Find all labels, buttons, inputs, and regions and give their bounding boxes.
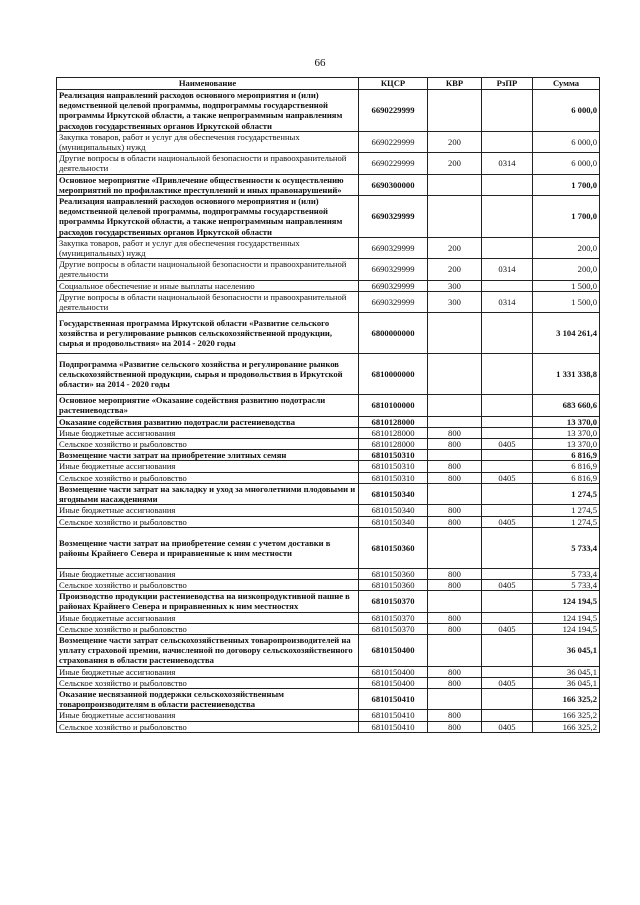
cell-kcsr: 6810000000: [359, 354, 428, 395]
cell-sum: 13 370,0: [533, 439, 600, 450]
cell-sum: 166 325,2: [533, 688, 600, 709]
table-header-row: [57, 78, 600, 90]
cell-kcsr: 6810100000: [359, 395, 428, 416]
cell-name: Иные бюджетные ассигнования: [57, 568, 359, 579]
cell-sum: 36 045,1: [533, 677, 600, 688]
cell-sum: 124 194,5: [533, 623, 600, 634]
cell-kcsr: 6810150400: [359, 634, 428, 666]
cell-sum: 36 045,1: [533, 666, 600, 677]
cell-rzpr: [482, 196, 533, 238]
cell-kcsr: 6690300000: [359, 174, 428, 195]
table-row: [57, 527, 600, 568]
cell-sum: 3 104 261,4: [533, 313, 600, 354]
cell-rzpr: 0314: [482, 153, 533, 174]
table-row: [57, 395, 600, 416]
table-row: [57, 291, 600, 312]
cell-sum: 1 274,5: [533, 505, 600, 516]
cell-kvr: 800: [428, 677, 482, 688]
cell-kcsr: 6690329999: [359, 196, 428, 238]
cell-name: Иные бюджетные ассигнования: [57, 710, 359, 721]
cell-kvr: [428, 688, 482, 709]
cell-rzpr: [482, 483, 533, 504]
cell-kvr: [428, 174, 482, 195]
cell-name: Возмещение части затрат сельскохозяйственных товаропроизводителей на уплату страховой премии, начисленной по договору сельскохозяйственного страхования в области растениеводства: [57, 634, 359, 666]
cell-rzpr: 0405: [482, 721, 533, 732]
cell-name: Сельское хозяйство и рыболовство: [57, 721, 359, 732]
table-row: [57, 153, 600, 174]
cell-kcsr: 6810128000: [359, 416, 428, 427]
table-row: [57, 196, 600, 238]
cell-kcsr: 6810150410: [359, 688, 428, 709]
cell-name: Другие вопросы в области национальной безопасности и правоохранительной деятельности: [57, 153, 359, 174]
cell-name: Иные бюджетные ассигнования: [57, 427, 359, 438]
cell-name: Реализация направлений расходов основного мероприятия и (или) ведомственной целевой программы, подпрограммы государственной программы Иркутской области, а также непрограммным направлениям расходов государственных органов Иркутской области: [57, 196, 359, 238]
cell-sum: 5 733,4: [533, 568, 600, 579]
table-row: [57, 666, 600, 677]
cell-kcsr: 6690329999: [359, 259, 428, 280]
table-row: [57, 259, 600, 280]
cell-rzpr: [482, 450, 533, 461]
cell-rzpr: [482, 688, 533, 709]
cell-kvr: 800: [428, 721, 482, 732]
cell-rzpr: 0405: [482, 516, 533, 527]
cell-sum: 1 331 338,8: [533, 354, 600, 395]
cell-kvr: 800: [428, 461, 482, 472]
cell-sum: 166 325,2: [533, 710, 600, 721]
cell-name: Сельское хозяйство и рыболовство: [57, 439, 359, 450]
cell-rzpr: [482, 527, 533, 568]
cell-sum: 1 274,5: [533, 483, 600, 504]
cell-sum: 6 000,0: [533, 131, 600, 152]
cell-sum: 1 700,0: [533, 196, 600, 238]
cell-name: Производство продукции растениеводства на низкопродуктивной пашне в районах Крайнего Севера и приравненных к ним местностях: [57, 591, 359, 612]
cell-kcsr: 6810128000: [359, 427, 428, 438]
cell-rzpr: 0314: [482, 291, 533, 312]
cell-rzpr: [482, 416, 533, 427]
header-name: Наименование: [57, 78, 359, 90]
cell-name: Сельское хозяйство и рыболовство: [57, 677, 359, 688]
header-rzpr: РзПР: [482, 78, 533, 90]
cell-kcsr: 6810150360: [359, 527, 428, 568]
table-row: [57, 90, 600, 132]
cell-kcsr: 6810150360: [359, 568, 428, 579]
cell-rzpr: 0405: [482, 439, 533, 450]
cell-sum: 5 733,4: [533, 579, 600, 590]
cell-rzpr: 0314: [482, 259, 533, 280]
cell-sum: 5 733,4: [533, 527, 600, 568]
table-row: [57, 505, 600, 516]
cell-rzpr: 0405: [482, 677, 533, 688]
cell-name: Иные бюджетные ассигнования: [57, 505, 359, 516]
cell-sum: 1 274,5: [533, 516, 600, 527]
cell-name: Другие вопросы в области национальной безопасности и правоохранительной деятельности: [57, 259, 359, 280]
table-row: [57, 677, 600, 688]
cell-name: Иные бюджетные ассигнования: [57, 461, 359, 472]
cell-name: Закупка товаров, работ и услуг для обеспечения государственных (муниципальных) нужд: [57, 237, 359, 258]
table-row: [57, 174, 600, 195]
table-row: [57, 710, 600, 721]
cell-sum: 36 045,1: [533, 634, 600, 666]
table-row: [57, 568, 600, 579]
cell-rzpr: [482, 90, 533, 132]
cell-kvr: [428, 450, 482, 461]
table-row: [57, 612, 600, 623]
cell-name: Закупка товаров, работ и услуг для обеспечения государственных (муниципальных) нужд: [57, 131, 359, 152]
cell-rzpr: [482, 612, 533, 623]
cell-sum: 683 660,6: [533, 395, 600, 416]
cell-rzpr: [482, 131, 533, 152]
table-row: [57, 427, 600, 438]
cell-kcsr: 6690229999: [359, 131, 428, 152]
cell-rzpr: [482, 395, 533, 416]
cell-kvr: 800: [428, 472, 482, 483]
cell-name: Оказание несвязанной поддержки сельскохозяйственным товаропроизводителям в области растениеводства: [57, 688, 359, 709]
table-body: [57, 90, 600, 733]
cell-kcsr: 6690329999: [359, 291, 428, 312]
cell-name: Сельское хозяйство и рыболовство: [57, 472, 359, 483]
cell-rzpr: [482, 568, 533, 579]
cell-name: Реализация направлений расходов основного мероприятия и (или) ведомственной целевой программы, подпрограммы государственной программы Иркутской области, а также непрограммным направлениям расходов государственных органов Иркутской области: [57, 90, 359, 132]
cell-name: Иные бюджетные ассигнования: [57, 612, 359, 623]
cell-kcsr: 6810150370: [359, 591, 428, 612]
cell-kcsr: 6810150310: [359, 461, 428, 472]
cell-rzpr: 0405: [482, 579, 533, 590]
cell-sum: 1 500,0: [533, 280, 600, 291]
cell-kvr: [428, 354, 482, 395]
cell-kvr: [428, 196, 482, 238]
page-number: 66: [314, 57, 326, 69]
cell-kcsr: 6690329999: [359, 280, 428, 291]
cell-kvr: 200: [428, 259, 482, 280]
cell-kvr: [428, 527, 482, 568]
cell-rzpr: [482, 280, 533, 291]
cell-name: Государственная программа Иркутской области «Развитие сельского хозяйства и регулирование рынков сельскохозяйственной продукции, сырья и продовольствия» на 2014 - 2020 годы: [57, 313, 359, 354]
cell-name: Другие вопросы в области национальной безопасности и правоохранительной деятельности: [57, 291, 359, 312]
cell-sum: 6 816,9: [533, 450, 600, 461]
cell-kvr: 200: [428, 153, 482, 174]
cell-kcsr: 6690229999: [359, 90, 428, 132]
cell-name: Возмещение части затрат на приобретение семян с учетом доставки в районы Крайнего Севера и приравненные к ним местности: [57, 527, 359, 568]
table-row: [57, 721, 600, 732]
cell-rzpr: [482, 313, 533, 354]
cell-kvr: 800: [428, 623, 482, 634]
cell-kcsr: 6810150370: [359, 623, 428, 634]
cell-kcsr: 6810150400: [359, 666, 428, 677]
cell-name: Возмещение части затрат на закладку и уход за многолетними плодовыми и ягодными насаждениями: [57, 483, 359, 504]
cell-kcsr: 6810150370: [359, 612, 428, 623]
cell-name: Сельское хозяйство и рыболовство: [57, 579, 359, 590]
table-row: [57, 450, 600, 461]
cell-kvr: 800: [428, 516, 482, 527]
cell-kvr: 200: [428, 237, 482, 258]
cell-sum: 6 000,0: [533, 153, 600, 174]
table-row: [57, 591, 600, 612]
cell-rzpr: [482, 634, 533, 666]
cell-kvr: 800: [428, 666, 482, 677]
cell-rzpr: [482, 710, 533, 721]
cell-kvr: [428, 313, 482, 354]
table-row: [57, 313, 600, 354]
cell-kcsr: 6810150310: [359, 472, 428, 483]
cell-kvr: [428, 90, 482, 132]
cell-rzpr: 0405: [482, 472, 533, 483]
cell-kcsr: 6690329999: [359, 237, 428, 258]
cell-rzpr: [482, 354, 533, 395]
table-row: [57, 439, 600, 450]
table-row: [57, 131, 600, 152]
cell-sum: 200,0: [533, 259, 600, 280]
cell-kvr: [428, 634, 482, 666]
cell-kcsr: 6810150340: [359, 505, 428, 516]
table-row: [57, 461, 600, 472]
cell-sum: 6 816,9: [533, 461, 600, 472]
cell-name: Основное мероприятие «Оказание содействия развитию подотрасли растениеводства»: [57, 395, 359, 416]
table-row: [57, 472, 600, 483]
table-row: [57, 237, 600, 258]
cell-kvr: 800: [428, 439, 482, 450]
cell-name: Основное мероприятие «Привлечение общественности к осуществлению мероприятий по профилактике преступлений и иных правонарушений»: [57, 174, 359, 195]
cell-sum: 124 194,5: [533, 612, 600, 623]
cell-name: Иные бюджетные ассигнования: [57, 666, 359, 677]
cell-rzpr: [482, 237, 533, 258]
cell-kvr: 800: [428, 568, 482, 579]
cell-kvr: 800: [428, 427, 482, 438]
cell-rzpr: 0405: [482, 623, 533, 634]
table-row: [57, 634, 600, 666]
cell-kcsr: 6810150400: [359, 677, 428, 688]
cell-rzpr: [482, 427, 533, 438]
cell-kvr: [428, 591, 482, 612]
cell-name: Сельское хозяйство и рыболовство: [57, 623, 359, 634]
cell-rzpr: [482, 666, 533, 677]
budget-table: [56, 77, 600, 733]
cell-sum: 1 500,0: [533, 291, 600, 312]
cell-rzpr: [482, 461, 533, 472]
cell-rzpr: [482, 591, 533, 612]
cell-kvr: 300: [428, 291, 482, 312]
table-row: [57, 280, 600, 291]
cell-kcsr: 6800000000: [359, 313, 428, 354]
cell-kvr: 200: [428, 131, 482, 152]
cell-kcsr: 6810128000: [359, 439, 428, 450]
table-row: [57, 354, 600, 395]
table-row: [57, 516, 600, 527]
cell-kcsr: 6810150340: [359, 516, 428, 527]
cell-sum: 6 000,0: [533, 90, 600, 132]
table-row: [57, 579, 600, 590]
cell-name: Подпрограмма «Развитие сельского хозяйства и регулирование рынков сельскохозяйственной продукции, сырья и продовольствия в Иркутской области» на 2014 - 2020 годы: [57, 354, 359, 395]
cell-kvr: [428, 395, 482, 416]
cell-kcsr: 6810150410: [359, 721, 428, 732]
header-sum: Сумма: [533, 78, 600, 90]
cell-kvr: [428, 483, 482, 504]
cell-sum: 13 370,0: [533, 416, 600, 427]
cell-kvr: 800: [428, 505, 482, 516]
cell-sum: 124 194,5: [533, 591, 600, 612]
cell-kcsr: 6810150360: [359, 579, 428, 590]
cell-sum: 200,0: [533, 237, 600, 258]
table-row: [57, 623, 600, 634]
cell-name: Сельское хозяйство и рыболовство: [57, 516, 359, 527]
cell-kcsr: 6690229999: [359, 153, 428, 174]
cell-kvr: [428, 416, 482, 427]
cell-name: Оказание содействия развитию подотрасли растениеводства: [57, 416, 359, 427]
cell-kcsr: 6810150410: [359, 710, 428, 721]
cell-sum: 6 816,9: [533, 472, 600, 483]
cell-sum: 1 700,0: [533, 174, 600, 195]
cell-kcsr: 6810150310: [359, 450, 428, 461]
cell-sum: 166 325,2: [533, 721, 600, 732]
table-row: [57, 416, 600, 427]
cell-sum: 13 370,0: [533, 427, 600, 438]
cell-kvr: 800: [428, 612, 482, 623]
cell-kvr: 800: [428, 710, 482, 721]
table-row: [57, 688, 600, 709]
cell-name: Социальное обеспечение и иные выплаты населению: [57, 280, 359, 291]
cell-name: Возмещение части затрат на приобретение элитных семян: [57, 450, 359, 461]
header-kcsr: КЦСР: [359, 78, 428, 90]
table-row: [57, 483, 600, 504]
cell-rzpr: [482, 174, 533, 195]
cell-rzpr: [482, 505, 533, 516]
cell-kcsr: 6810150340: [359, 483, 428, 504]
header-kvr: КВР: [428, 78, 482, 90]
cell-kvr: 300: [428, 280, 482, 291]
cell-kvr: 800: [428, 579, 482, 590]
